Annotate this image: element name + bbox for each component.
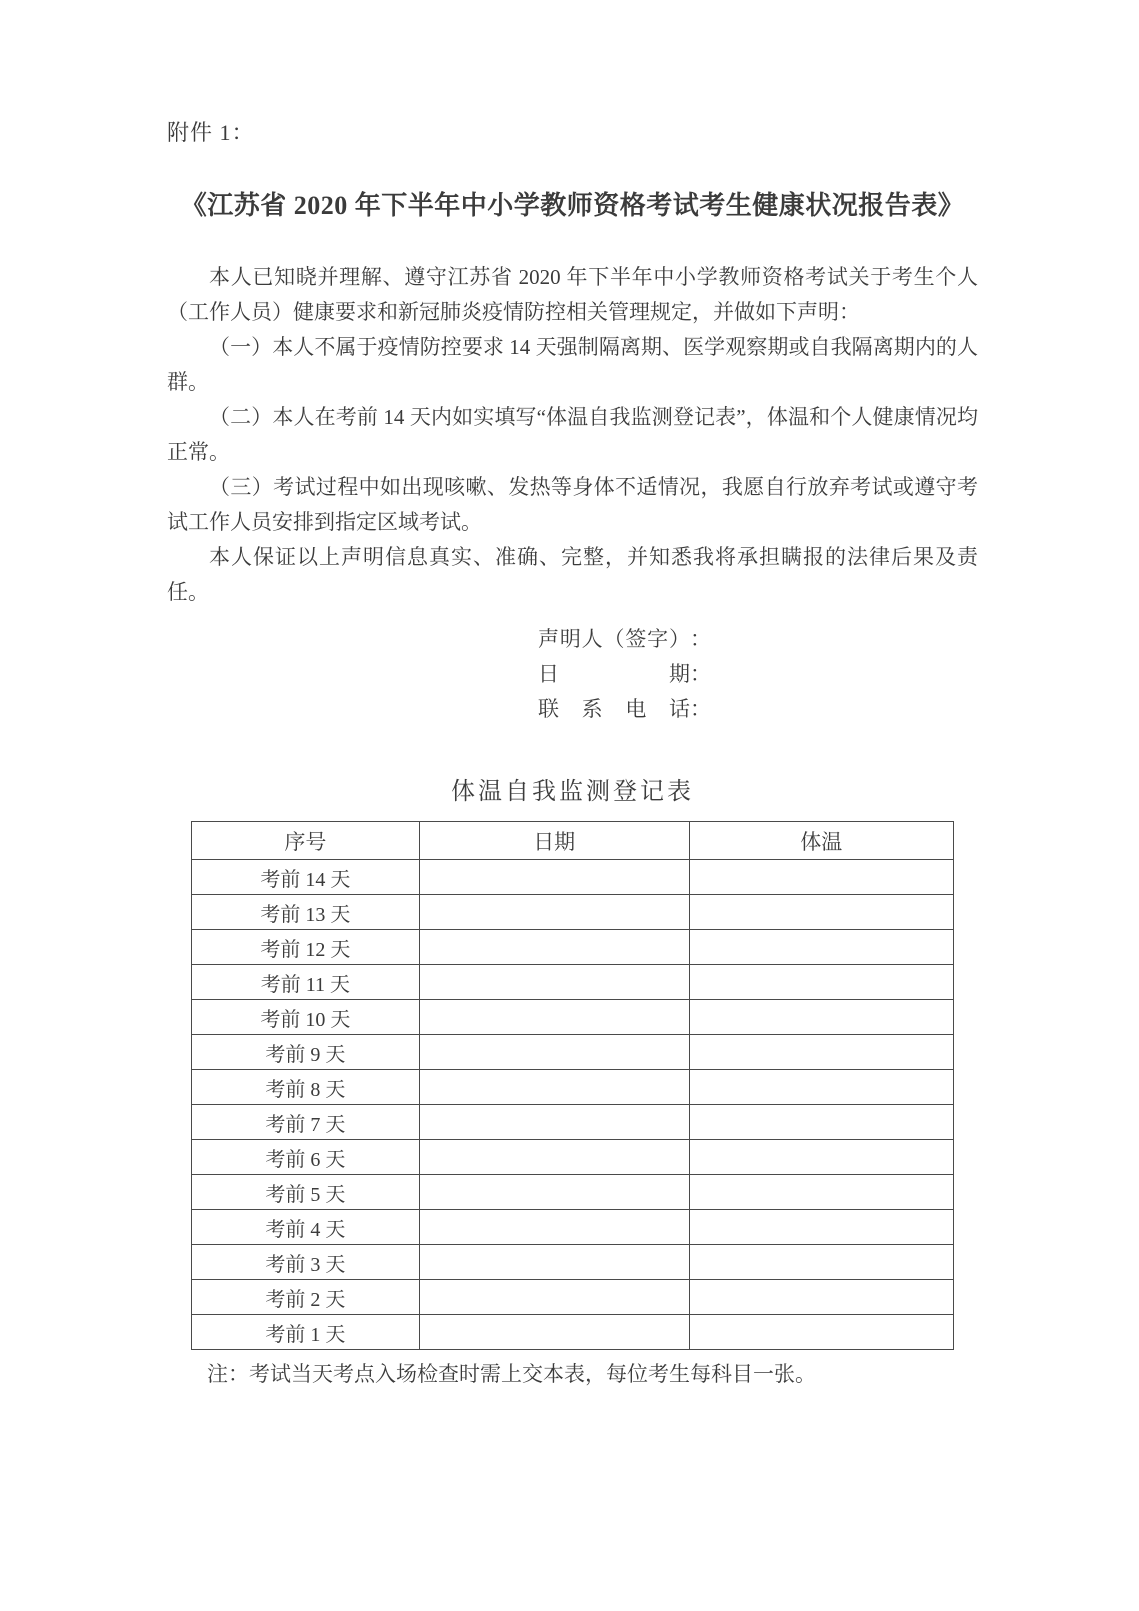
declaration-item-2: （二）本人在考前 14 天内如实填写“体温自我监测登记表”，体温和个人健康情况均正常。 bbox=[167, 405, 978, 464]
seq-cell: 考前 1 天 bbox=[192, 1315, 420, 1350]
table-header-row bbox=[192, 822, 954, 860]
date-cell bbox=[419, 1070, 689, 1105]
temp-cell bbox=[689, 1280, 953, 1315]
seq-cell: 考前 9 天 bbox=[192, 1035, 420, 1070]
declaration-body bbox=[167, 260, 978, 610]
signer-colon: ： bbox=[690, 627, 711, 651]
seq-cell: 考前 5 天 bbox=[192, 1175, 420, 1210]
table-row bbox=[192, 1105, 954, 1140]
table-row bbox=[192, 1140, 954, 1175]
seq-cell: 考前 3 天 bbox=[192, 1245, 420, 1280]
table-row bbox=[192, 1070, 954, 1105]
seq-cell: 考前 6 天 bbox=[192, 1140, 420, 1175]
seq-cell: 考前 7 天 bbox=[192, 1105, 420, 1140]
table-row bbox=[192, 895, 954, 930]
temp-cell bbox=[689, 1105, 953, 1140]
seq-cell: 考前 13 天 bbox=[192, 895, 420, 930]
table-row bbox=[192, 930, 954, 965]
temp-cell bbox=[689, 1140, 953, 1175]
seq-cell: 考前 10 天 bbox=[192, 1000, 420, 1035]
seq-cell: 考前 2 天 bbox=[192, 1280, 420, 1315]
temp-cell bbox=[689, 1315, 953, 1350]
date-cell bbox=[419, 895, 689, 930]
table-row bbox=[192, 1175, 954, 1210]
temp-cell bbox=[689, 1210, 953, 1245]
seq-cell: 考前 14 天 bbox=[192, 860, 420, 895]
date-cell bbox=[419, 1280, 689, 1315]
temp-cell bbox=[689, 1000, 953, 1035]
signer-label: 声明人（签字） bbox=[538, 627, 690, 651]
signer-line bbox=[538, 622, 978, 657]
temp-cell bbox=[689, 965, 953, 1000]
table-row bbox=[192, 1245, 954, 1280]
declaration-intro: 本人已知晓并理解、遵守江苏省 2020 年下半年中小学教师资格考试关于考生个人（工作人员）健康要求和新冠肺炎疫情防控相关管理规定，并做如下声明： bbox=[167, 265, 978, 324]
header-date: 日期 bbox=[419, 822, 689, 860]
table-row bbox=[192, 1210, 954, 1245]
seq-cell: 考前 4 天 bbox=[192, 1210, 420, 1245]
date-cell bbox=[419, 1245, 689, 1280]
table-note: 注：考试当天考点入场检查时需上交本表，每位考生每科目一张。 bbox=[207, 1362, 816, 1386]
monitor-table-title: 体温自我监测登记表 bbox=[451, 779, 694, 805]
date-cell bbox=[419, 1035, 689, 1070]
table-row bbox=[192, 965, 954, 1000]
date-line bbox=[538, 657, 978, 692]
seq-cell: 考前 11 天 bbox=[192, 965, 420, 1000]
temp-cell bbox=[689, 1035, 953, 1070]
date-cell bbox=[419, 930, 689, 965]
seq-cell: 考前 8 天 bbox=[192, 1070, 420, 1105]
temp-cell bbox=[689, 895, 953, 930]
phone-colon: ： bbox=[690, 697, 711, 721]
date-cell bbox=[419, 1000, 689, 1035]
date-cell bbox=[419, 860, 689, 895]
date-cell bbox=[419, 1315, 689, 1350]
table-row bbox=[192, 860, 954, 895]
date-colon: ： bbox=[690, 662, 711, 686]
date-cell bbox=[419, 965, 689, 1000]
date-cell bbox=[419, 1140, 689, 1175]
date-label: 日期 bbox=[538, 662, 690, 686]
temp-cell bbox=[689, 930, 953, 965]
declaration-guarantee: 本人保证以上声明信息真实、准确、完整，并知悉我将承担瞒报的法律后果及责任。 bbox=[167, 545, 978, 604]
table-row bbox=[192, 1035, 954, 1070]
table-row bbox=[192, 1280, 954, 1315]
temp-cell bbox=[689, 860, 953, 895]
date-cell bbox=[419, 1175, 689, 1210]
date-cell bbox=[419, 1105, 689, 1140]
header-temp: 体温 bbox=[689, 822, 953, 860]
signature-block bbox=[538, 622, 978, 727]
attachment-label: 附件 1： bbox=[167, 120, 255, 145]
temp-cell bbox=[689, 1070, 953, 1105]
table-row bbox=[192, 1000, 954, 1035]
document-title: 《江苏省 2020 年下半年中小学教师资格考试考生健康状况报告表》 bbox=[180, 191, 965, 220]
temp-cell bbox=[689, 1245, 953, 1280]
phone-line bbox=[538, 692, 978, 727]
temp-cell bbox=[689, 1175, 953, 1210]
phone-label: 联系电话 bbox=[538, 697, 690, 721]
temperature-monitor-table bbox=[191, 821, 954, 1350]
declaration-item-1: （一）本人不属于疫情防控要求 14 天强制隔离期、医学观察期或自我隔离期内的人群。 bbox=[167, 335, 978, 394]
seq-cell: 考前 12 天 bbox=[192, 930, 420, 965]
header-seq: 序号 bbox=[192, 822, 420, 860]
date-cell bbox=[419, 1210, 689, 1245]
table-row bbox=[192, 1315, 954, 1350]
declaration-item-3: （三）考试过程中如出现咳嗽、发热等身体不适情况，我愿自行放弃考试或遵守考试工作人员安排到指定区域考试。 bbox=[167, 475, 978, 534]
